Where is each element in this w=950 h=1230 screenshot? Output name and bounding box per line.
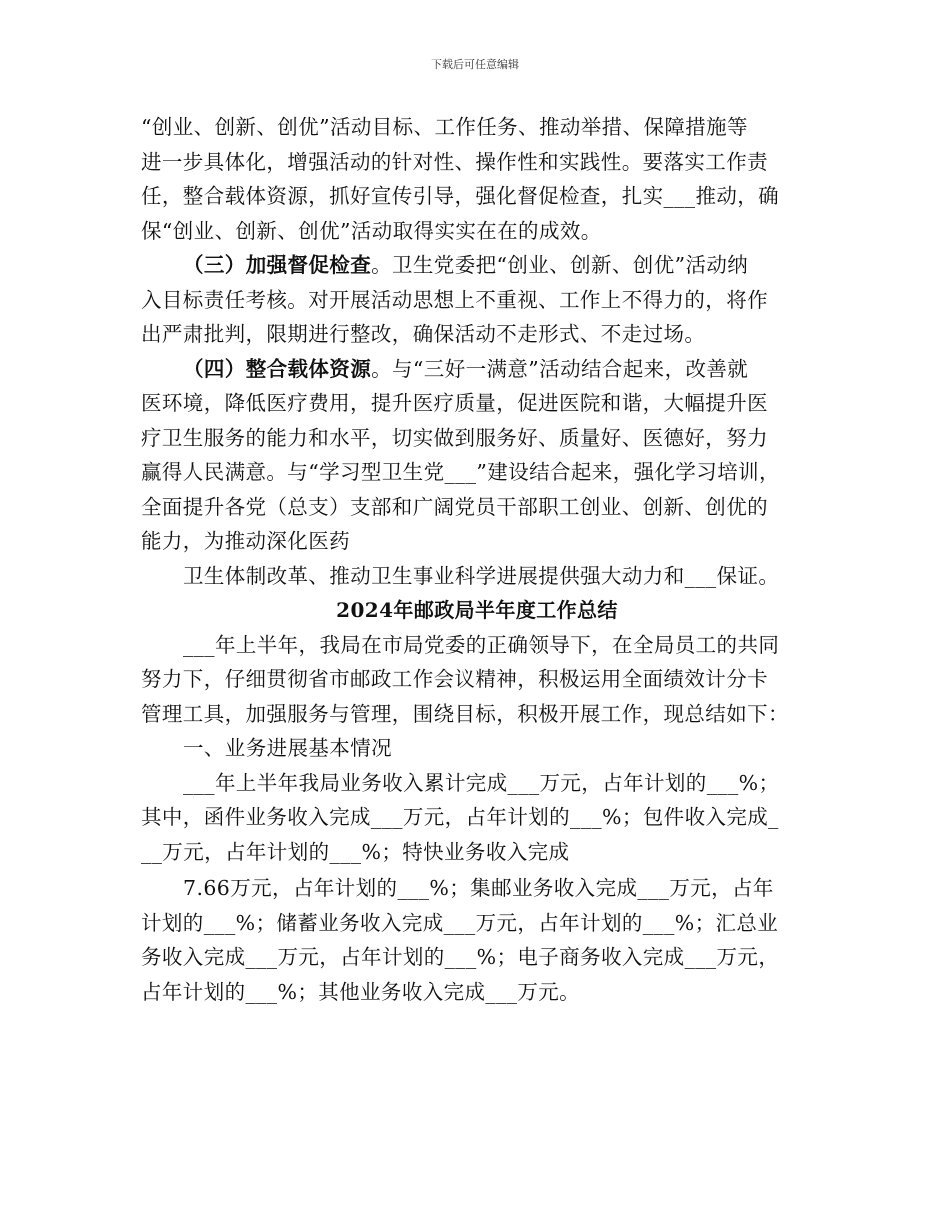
section-3-heading: （三）加强督促检查 xyxy=(183,253,372,277)
text-line: 进一步具体化，增强活动的针对性、操作性和实践性。要落实工作责 xyxy=(141,149,768,174)
text-line: __万元，占年计划的___%；特快业务收入完成 xyxy=(141,839,570,864)
text-line: 7.66万元，占年计划的___%；集邮业务收入完成___万元，占年 xyxy=(183,876,774,900)
text-line: 医环境，降低医疗费用，提升医疗质量，促进医院和谐，大幅提升医 xyxy=(141,391,768,415)
document-title: 2024年邮政局半年度工作总结 xyxy=(336,598,618,622)
text-line: 计划的___%；储蓄业务收入完成___万元，占年计划的___%；汇总业 xyxy=(141,910,779,935)
text-line: 占年计划的___%；其他业务收入完成___万元。 xyxy=(141,979,581,1004)
text-line: “创业、创新、创优”活动目标、工作任务、推动举措、保障措施等 xyxy=(141,115,748,139)
section-heading: 一、业务进展基本情况 xyxy=(183,736,392,760)
section-4-first-line xyxy=(141,352,813,387)
text-line: 赢得人民满意。与“学习型卫生党___”建设结合起来，强化学习培训， xyxy=(141,460,780,484)
text-line: ___年上半年我局业务收入累计完成___万元，占年计划的___%； xyxy=(183,770,780,795)
page-header-note: 下载后可任意编辑 xyxy=(431,58,519,71)
text-line: 任，整合载体资源，抓好宣传引导，强化督促检查，扎实___推动，确 xyxy=(141,184,780,208)
text-line: 努力下，仔细贯彻省市邮政工作会议精神，积极运用全面绩效计分卡 xyxy=(141,667,768,691)
text-line: 疗卫生服务的能力和水平，切实做到服务好、质量好、医德好，努力 xyxy=(141,425,768,450)
text-line: 全面提升各党（总支）支部和广阔党员干部职工创业、创新、创优的 xyxy=(141,494,768,519)
section-3-text: 。卫生党委把“创业、创新、创优”活动纳 xyxy=(371,253,749,277)
document-body xyxy=(141,110,813,1009)
section-4-text: 。与“三好一满意”活动结合起来，改善就 xyxy=(371,356,749,381)
text-line: ___年上半年，我局在市局党委的正确领导下，在全局员工的共同 xyxy=(183,632,780,657)
text-line: 入目标责任考核。对开展活动思想上不重视、工作上不得力的，将作 xyxy=(141,287,768,312)
section-4-heading: （四）整合载体资源 xyxy=(183,356,372,381)
text-line: 保“创业、创新、创优”活动取得实实在在的成效。 xyxy=(141,218,602,243)
text-line: 管理工具，加强服务与管理，围绕目标，积极开展工作，现总结如下： xyxy=(141,701,789,726)
text-line: 其中，函件业务收入完成___万元，占年计划的___%；包件收入完成_ xyxy=(141,805,779,829)
section-3-first-line xyxy=(141,248,813,283)
text-line: 务收入完成___万元，占年计划的___%；电子商务收入完成___万元， xyxy=(141,945,780,969)
text-line: 能力，为推动深化医药 xyxy=(141,529,350,553)
text-line: 卫生体制改革、推动卫生事业科学进展提供强大动力和___保证。 xyxy=(183,563,780,588)
text-line: 出严肃批判，限期进行整改，确保活动不走形式、不走过场。 xyxy=(141,322,706,346)
